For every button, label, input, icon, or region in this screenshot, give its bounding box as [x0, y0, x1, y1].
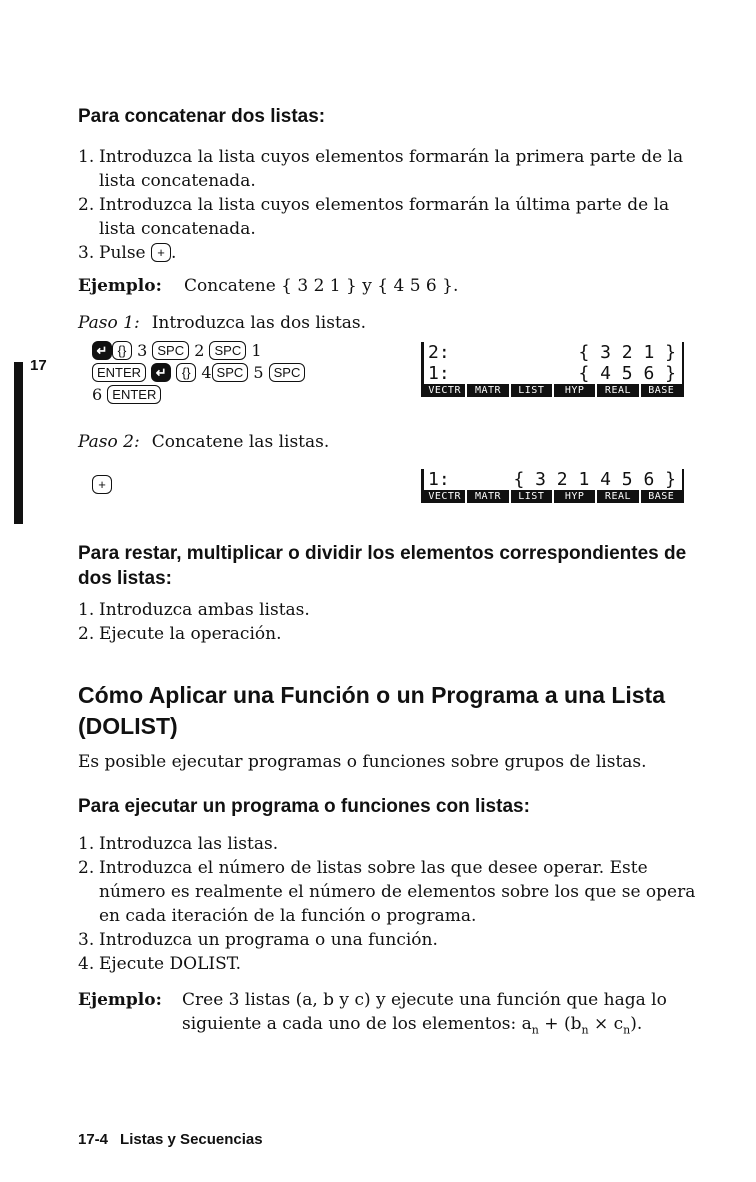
- enter-key: ENTER: [92, 363, 146, 382]
- list-item: 3. Pulse + .: [78, 243, 177, 263]
- step-text: Introduzca la lista cuyos elementos formarán la última parte de la lista concatenada.: [99, 195, 670, 239]
- digit: 4: [201, 363, 212, 382]
- softkey-label: VECTR: [424, 384, 465, 397]
- list-item: [78, 856, 698, 928]
- step-number: 3.: [78, 243, 95, 263]
- paso2-keystrokes: [92, 474, 112, 496]
- braces-key: {}: [112, 341, 132, 360]
- step-number: 1.: [78, 834, 95, 854]
- list-item: [78, 928, 698, 952]
- dolist-intro: Es posible ejecutar programas o funciones sobre grupos de listas.: [78, 752, 647, 772]
- step-number: 2.: [78, 195, 95, 215]
- spc-key: SPC: [152, 341, 189, 360]
- softkey-label: REAL: [597, 490, 638, 503]
- list-item: [78, 952, 698, 976]
- softkey-label: HYP: [554, 384, 595, 397]
- list-item: [78, 193, 698, 241]
- formula: $a_n + (b_n \times c_n)$.: [521, 1014, 643, 1037]
- softkey-label: LIST: [511, 384, 552, 397]
- list-item: [78, 598, 698, 622]
- plus-key: +: [92, 475, 112, 494]
- left-shift-key: ↵: [92, 341, 112, 360]
- step-text: Pulse: [99, 243, 146, 263]
- softkey-label: LIST: [511, 490, 552, 503]
- step-number: 4.: [78, 954, 95, 974]
- step-text: Introduzca la lista cuyos elementos formarán la primera parte de la lista concatenada.: [99, 147, 684, 191]
- paso-2: [78, 432, 329, 452]
- stack-row: [424, 469, 682, 490]
- list-item: [78, 145, 698, 193]
- stack-level: 2:: [428, 342, 450, 363]
- softkey-label: REAL: [597, 384, 638, 397]
- stack-value: { 3 2 1 }: [578, 342, 676, 363]
- list-item: [78, 832, 698, 856]
- chapter-margin-bar: [14, 362, 23, 524]
- enter-key: ENTER: [107, 385, 161, 404]
- footer-title: Listas y Secuencias: [120, 1131, 263, 1148]
- stack-value: { 3 2 1 4 5 6 }: [513, 469, 676, 490]
- step-number: 2.: [78, 858, 95, 878]
- softkey-label: MATR: [467, 490, 508, 503]
- paso1-keystrokes: [92, 340, 305, 406]
- concat-heading: Para concatenar dos listas:: [78, 106, 326, 127]
- restar-steps: [78, 598, 698, 646]
- chapter-margin-number: 17: [30, 357, 47, 374]
- spc-key: SPC: [209, 341, 246, 360]
- step-number: 3.: [78, 930, 95, 950]
- softkey-label: VECTR: [424, 490, 465, 503]
- digit: 1: [251, 341, 262, 360]
- step-text: Introduzca ambas listas.: [99, 600, 310, 620]
- stack-row: [424, 363, 682, 384]
- softkey-label: HYP: [554, 490, 595, 503]
- step-text: Introduzca las listas.: [99, 834, 279, 854]
- stack-level: 1:: [428, 363, 450, 384]
- plus-key: +: [151, 243, 171, 262]
- calculator-display-1: [421, 342, 684, 397]
- footer-page-number: 17-4: [78, 1131, 109, 1148]
- spc-key: SPC: [269, 363, 306, 382]
- spc-key: SPC: [212, 363, 249, 382]
- step-text: Introduzca un programa o una función.: [99, 930, 438, 950]
- stack-level: 1:: [428, 469, 450, 490]
- paso-text: Concatene las listas.: [151, 432, 330, 452]
- example-label: Ejemplo:: [78, 276, 162, 296]
- softkey-label: BASE: [641, 490, 682, 503]
- concat-example: [78, 274, 458, 298]
- calculator-display-2: [421, 469, 684, 503]
- dolist-subheading: Para ejecutar un programa o funciones con listas:: [78, 796, 530, 817]
- step-number: 2.: [78, 624, 95, 644]
- digit: 6: [92, 385, 103, 404]
- page-footer: [78, 1131, 263, 1148]
- step-text: Ejecute la operación.: [99, 624, 282, 644]
- stack-row: [424, 342, 682, 363]
- paso-text: Introduzca las dos listas.: [151, 313, 367, 333]
- paso-1: [78, 313, 366, 333]
- dolist-example: [78, 988, 708, 1042]
- digit: 3: [137, 341, 148, 360]
- step-number: 1.: [78, 600, 95, 620]
- step-number: 1.: [78, 147, 95, 167]
- paso-label: Paso 1:: [78, 313, 140, 333]
- example-text: Cree 3 listas (a, b y c) y ejecute una función que haga lo siguiente a cada uno de los elementos: $a_n + (b_n \times c_n)$.: [182, 990, 667, 1037]
- paso-label: Paso 2:: [78, 432, 140, 452]
- braces-key: {}: [176, 363, 196, 382]
- example-label: Ejemplo:: [78, 990, 162, 1010]
- softkey-menu: [424, 490, 682, 503]
- step-text: Ejecute DOLIST.: [99, 954, 241, 974]
- dolist-heading: Cómo Aplicar una Función o un Programa a una Lista (DOLIST): [78, 682, 665, 739]
- dolist-steps: [78, 832, 698, 976]
- digit: 5: [253, 363, 264, 382]
- digit: 2: [194, 341, 205, 360]
- stack-value: { 4 5 6 }: [578, 363, 676, 384]
- left-shift-key: ↵: [151, 363, 171, 382]
- softkey-label: BASE: [641, 384, 682, 397]
- list-item: [78, 622, 698, 646]
- concat-steps: [78, 145, 698, 265]
- softkey-label: MATR: [467, 384, 508, 397]
- example-text: Concatene { 3 2 1 } y { 4 5 6 }.: [184, 276, 459, 296]
- softkey-menu: [424, 384, 682, 397]
- restar-heading: Para restar, multiplicar o dividir los elementos correspondientes de dos listas:: [78, 543, 687, 589]
- step-text: Introduzca el número de listas sobre las que desee operar. Este número es realmente el número de elementos sobre los que se opera en cada iteración de la función o programa.: [99, 858, 696, 926]
